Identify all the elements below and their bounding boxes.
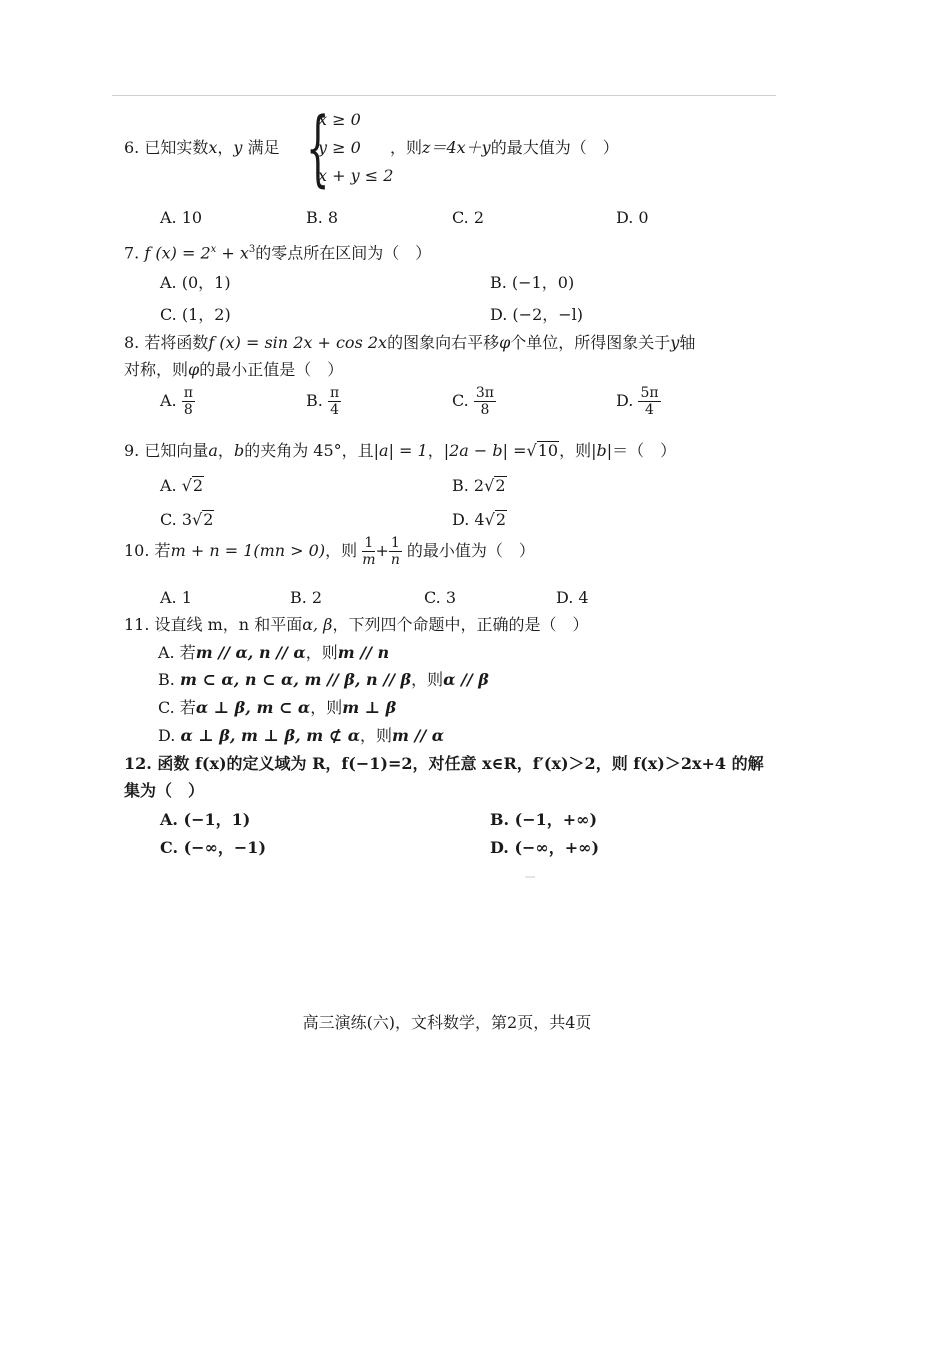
scan-speck [525, 876, 535, 878]
q6-option-c: C. 2 [452, 208, 485, 227]
q12-stem-line1: 12. 函数 f(x)的定义域为 R，f(−1)=2，对任意 x∈R，f′(x)＞2，则 f(x)＞2x+4 的解 [124, 754, 764, 773]
q10-option-c: C. 3 [424, 588, 457, 607]
q12-option-b: B. (−1，+∞) [490, 810, 598, 829]
q7-option-d: D. (−2，−l) [490, 305, 584, 324]
q12-option-c: C. (−∞，−1) [160, 838, 267, 857]
q9-option-b: B. 2√2 [452, 476, 506, 495]
system-brace: { [306, 101, 330, 196]
q12-option-a: A. (−1，1) [160, 810, 251, 829]
q7-option-a: A. (0，1) [160, 273, 231, 292]
q6-option-a: A. 10 [160, 208, 203, 227]
q6-constraint-2: y ≥ 0 [318, 138, 361, 157]
q11-option-a: A. 若m // α, n // α，则m // n [158, 643, 390, 662]
q6-option-b: B. 8 [306, 208, 339, 227]
q9-option-a: A. √2 [160, 476, 204, 495]
q7-stem: 7. f $(x) = 2^x + x^3$的零点所在区间为（ ） [124, 243, 432, 263]
q12-stem-line2: 集为（ ） [124, 781, 205, 800]
q10-option-d: D. 4 [556, 588, 589, 607]
q12-option-d: D. (−∞，+∞) [490, 838, 600, 857]
q10-option-a: A. 1 [160, 588, 192, 607]
header-rule [112, 95, 776, 96]
q8-stem-line1: 8. 若将函数f (x) = sin 2x + cos 2x的图象向右平移φ个单位，所得图象关于y轴 [124, 333, 696, 352]
q7-option-b: B. (−1，0) [490, 273, 575, 292]
q8-option-b: B. $\frac{\pi}{4}$ [306, 385, 340, 418]
q6-tail: ，则z＝4x＋y的最大值为（ ） [390, 138, 619, 157]
q11-option-d: D. α ⊥ β, m ⊥ β, m ⊄ α，则m // α [158, 726, 445, 745]
q11-stem: 11. 设直线 m，n 和平面α, β，下列四个命题中，正确的是（ ） [124, 615, 589, 634]
q6-option-d: D. 0 [616, 208, 649, 227]
q9-option-c: C. 3√2 [160, 510, 214, 529]
q9-option-d: D. 4√2 [452, 510, 506, 529]
q8-option-a: A. $\frac{\pi}{8}$ [160, 385, 193, 418]
q10-stem: 10. 若m + n = 1(mn > 0)，则 $\frac{1}{m}$ + $\frac{1}{n}$ 的最小值为（ ） [124, 535, 535, 568]
q8-option-d: D. $\frac{5\pi}{4}$ [616, 385, 659, 418]
q8-option-c: C. $\frac{3\pi}{8}$ [452, 385, 494, 418]
page-footer: 高三演练(六)，文科数学，第2页，共4页 [302, 1013, 592, 1032]
q8-stem-line2: 对称，则φ的最小正值是（ ） [124, 360, 344, 379]
q11-option-c: C. 若α ⊥ β, m ⊂ α，则m ⊥ β [158, 698, 397, 717]
q9-stem: 9. 已知向量a，b的夹角为 45°，且|a| = 1，|2a − b| =√10，则|b|＝（ ） [124, 441, 677, 460]
q6-stem: 6. 已知实数x，y 满足 [124, 138, 280, 157]
q6-constraint-3: x + y ≤ 2 [318, 166, 394, 185]
q7-option-c: C. (1，2) [160, 305, 231, 324]
q10-option-b: B. 2 [290, 588, 323, 607]
q11-option-b: B. m ⊂ α, n ⊂ α, m // β, n // β，则α // β [158, 670, 489, 689]
q6-constraint-1: x ≥ 0 [318, 110, 361, 129]
